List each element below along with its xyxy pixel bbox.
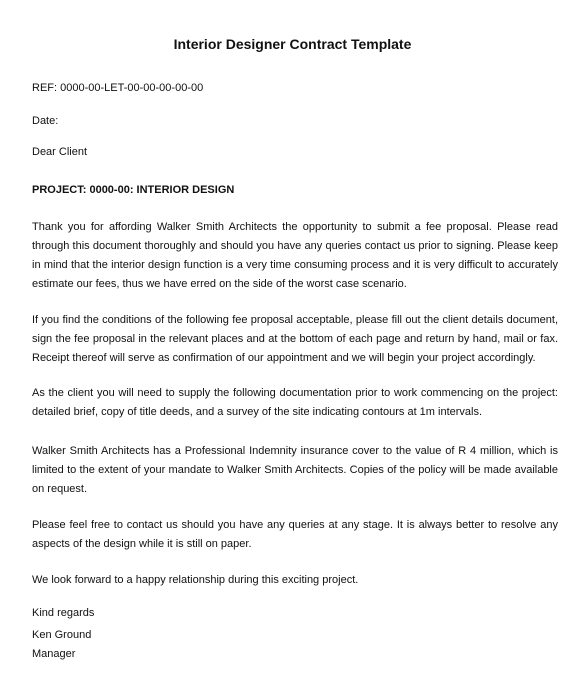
- project-heading: PROJECT: 0000-00: INTERIOR DESIGN: [32, 184, 235, 196]
- closing-phrase: Kind regards: [32, 607, 95, 619]
- reference-line: REF: 0000-00-LET-00-00-00-00-00: [32, 82, 204, 94]
- signer-name: Ken Ground: [32, 629, 92, 641]
- date-label: Date:: [32, 115, 59, 127]
- paragraph-intro: Thank you for affording Walker Smith Architects the opportunity to submit a fee proposal. Please read through this document thoroughly and should you have any queries contact us prior to signing. Please keep in mind that the interior design function is a very time consuming process and it is very difficult to accurately estimate our fees, thus we have erred on the side of the worst case scenario.: [32, 221, 558, 290]
- signer-title: Manager: [32, 648, 76, 660]
- paragraph-closing-remark: We look forward to a happy relationship during this exciting project.: [32, 574, 359, 586]
- salutation: Dear Client: [32, 146, 88, 158]
- paragraph-conditions: If you find the conditions of the following fee proposal acceptable, please fill out the client details document, sign the fee proposal in the relevant places and at the bottom of each page and return by hand, mail or fax. Receipt thereof will serve as confirmation of our appointment and we will begin your project accordingly.: [32, 314, 558, 364]
- paragraph-contact: Please feel free to contact us should you have any queries at any stage. It is always better to resolve any aspects of the design while it is still on paper.: [32, 519, 558, 550]
- document-title: Interior Designer Contract Template: [173, 36, 412, 52]
- paragraph-documentation: As the client you will need to supply the following documentation prior to work commencing on the project: detailed brief, copy of title deeds, and a survey of the site indicating contours at 1m intervals.: [32, 387, 558, 418]
- paragraph-insurance: Walker Smith Architects has a Professional Indemnity insurance cover to the value of R 4 million, which is limited to the extent of your mandate to Walker Smith Architects. Copies of the policy will be made available on request.: [32, 445, 558, 495]
